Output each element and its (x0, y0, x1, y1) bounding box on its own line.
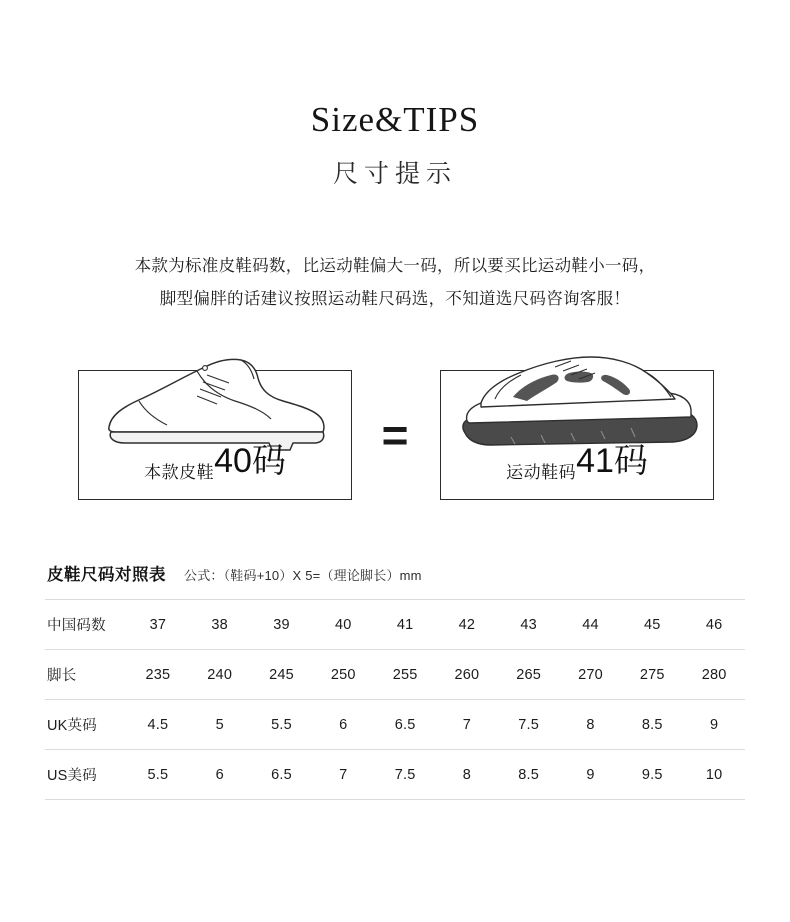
table-cell: 7.5 (498, 700, 560, 750)
table-cell: 255 (374, 650, 436, 700)
table-cell: 7.5 (374, 750, 436, 800)
table-cell: 270 (560, 650, 622, 700)
sport-shoe-label (441, 433, 713, 483)
size-comparison (0, 352, 790, 537)
table-cell: 42 (436, 600, 498, 650)
table-cell: 41 (374, 600, 436, 650)
dress-shoe-label-text: 本款皮鞋 (144, 463, 215, 483)
sport-shoe-label-text: 运动鞋码 (506, 463, 577, 483)
table-cell: 7 (312, 750, 374, 800)
table-cell: 6.5 (374, 700, 436, 750)
size-chart-title: 皮鞋尺码对照表 (47, 566, 166, 585)
size-chart-header (45, 561, 745, 585)
table-cell: 43 (498, 600, 560, 650)
table-cell: 260 (436, 650, 498, 700)
row-header: UK英码 (45, 700, 127, 750)
table-row (45, 600, 745, 650)
sport-shoe-panel (440, 370, 714, 500)
table-cell: 245 (251, 650, 313, 700)
size-chart-formula: 公式：（鞋码+10）X 5=（理论脚长）mm (184, 568, 422, 584)
table-cell: 275 (621, 650, 683, 700)
table-cell: 40 (312, 600, 374, 650)
table-cell: 8 (560, 700, 622, 750)
table-row (45, 650, 745, 700)
table-cell: 235 (127, 650, 189, 700)
table-cell: 39 (251, 600, 313, 650)
size-chart-table (45, 599, 745, 800)
intro-line-2: 脚型偏胖的话建议按照运动鞋尺码选，不知道选尺码咨询客服！ (159, 290, 631, 309)
table-row (45, 700, 745, 750)
table-cell: 6 (312, 700, 374, 750)
table-cell: 5 (189, 700, 251, 750)
table-cell: 280 (683, 650, 745, 700)
dress-shoe-size: 40码 (214, 442, 286, 481)
table-cell: 44 (560, 600, 622, 650)
size-chart-section (45, 561, 745, 800)
dress-shoe-panel (78, 370, 352, 500)
table-cell: 5.5 (251, 700, 313, 750)
table-cell: 37 (127, 600, 189, 650)
equals-sign: = (381, 409, 409, 462)
table-cell: 6 (189, 750, 251, 800)
table-cell: 240 (189, 650, 251, 700)
table-cell: 46 (683, 600, 745, 650)
table-cell: 10 (683, 750, 745, 800)
dress-shoe-label (79, 433, 351, 483)
page-title-block (0, 0, 790, 190)
table-cell: 9 (560, 750, 622, 800)
table-cell: 45 (621, 600, 683, 650)
table-cell: 7 (436, 700, 498, 750)
sport-shoe-size: 41码 (576, 442, 648, 481)
table-cell: 9 (683, 700, 745, 750)
page-subtitle: 尺寸提示 (332, 161, 457, 189)
row-header: 脚长 (45, 650, 127, 700)
page-title: Size&TIPS (310, 100, 480, 139)
table-row (45, 750, 745, 800)
table-cell: 8 (436, 750, 498, 800)
table-cell: 8.5 (621, 700, 683, 750)
table-cell: 8.5 (498, 750, 560, 800)
intro-line-1: 本款为标准皮鞋码数，比运动鞋偏大一码，所以要买比运动鞋小一码， (134, 257, 656, 276)
row-header: US美码 (45, 750, 127, 800)
table-cell: 6.5 (251, 750, 313, 800)
table-cell: 5.5 (127, 750, 189, 800)
table-cell: 38 (189, 600, 251, 650)
table-cell: 250 (312, 650, 374, 700)
table-cell: 4.5 (127, 700, 189, 750)
intro-paragraph (35, 250, 755, 316)
table-cell: 9.5 (621, 750, 683, 800)
row-header: 中国码数 (45, 600, 127, 650)
table-cell: 265 (498, 650, 560, 700)
